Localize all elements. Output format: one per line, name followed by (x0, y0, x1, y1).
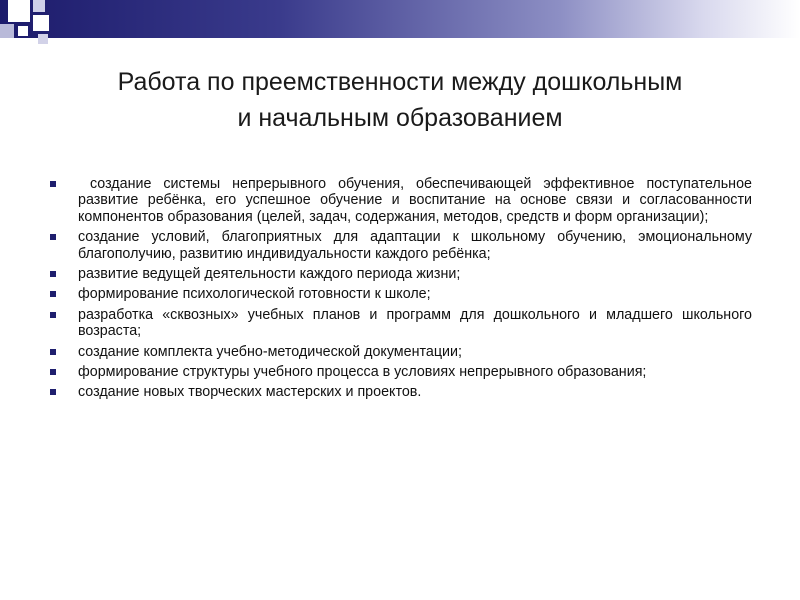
list-item-text: создание комплекта учебно-методической документации; (78, 343, 462, 360)
decor-square (18, 26, 28, 36)
square-bullet-icon (50, 312, 56, 318)
header-gradient-band (0, 0, 800, 38)
slide-title (40, 64, 760, 136)
slide-title-line1: Работа по преемственности между дошкольным (117, 68, 683, 96)
list-item-text: формирование психологической готовности к школе; (78, 286, 431, 303)
list-item (50, 307, 752, 340)
list-item (50, 229, 752, 262)
decor-square (0, 24, 14, 38)
square-bullet-icon (50, 271, 56, 277)
list-item (50, 266, 752, 282)
list-item-text: разработка «сквозных» учебных планов и программ для дошкольного и младшего школьного возраста; (78, 306, 752, 340)
slide-title-line2: и начальным образованием (237, 104, 563, 132)
list-item-text: развитие ведущей деятельности каждого периода жизни; (78, 266, 461, 283)
list-item-text: создание системы непрерывного обучения, обеспечивающей эффективное поступательное развитие ребёнка, его успешное обучение и воспитание на основе связи и согласованности компонентов образования (целей, задач, содержания, методов, средств и форм организации); (78, 176, 756, 225)
square-bullet-icon (50, 389, 56, 395)
square-bullet-icon (50, 181, 56, 187)
list-item (50, 344, 752, 360)
list-item (50, 176, 756, 225)
list-item-text: создание условий, благоприятных для адаптации к школьному обучению, эмоциональному благополучию, развитию индивидуальности каждого ребёнка; (78, 229, 752, 262)
square-bullet-icon (50, 349, 56, 355)
decor-square (38, 34, 48, 44)
list-item (50, 364, 752, 380)
decor-square (33, 15, 49, 31)
decor-square (33, 0, 45, 12)
square-bullet-icon (50, 369, 56, 375)
list-item-text: создание новых творческих мастерских и проектов. (78, 384, 422, 401)
decor-square (8, 0, 30, 22)
square-bullet-icon (50, 234, 56, 240)
square-bullet-icon (50, 291, 56, 297)
list-item (50, 384, 752, 400)
bullet-list (50, 176, 756, 405)
list-item-text: формирование структуры учебного процесса в условиях непрерывного образования; (78, 364, 647, 381)
list-item (50, 286, 752, 302)
